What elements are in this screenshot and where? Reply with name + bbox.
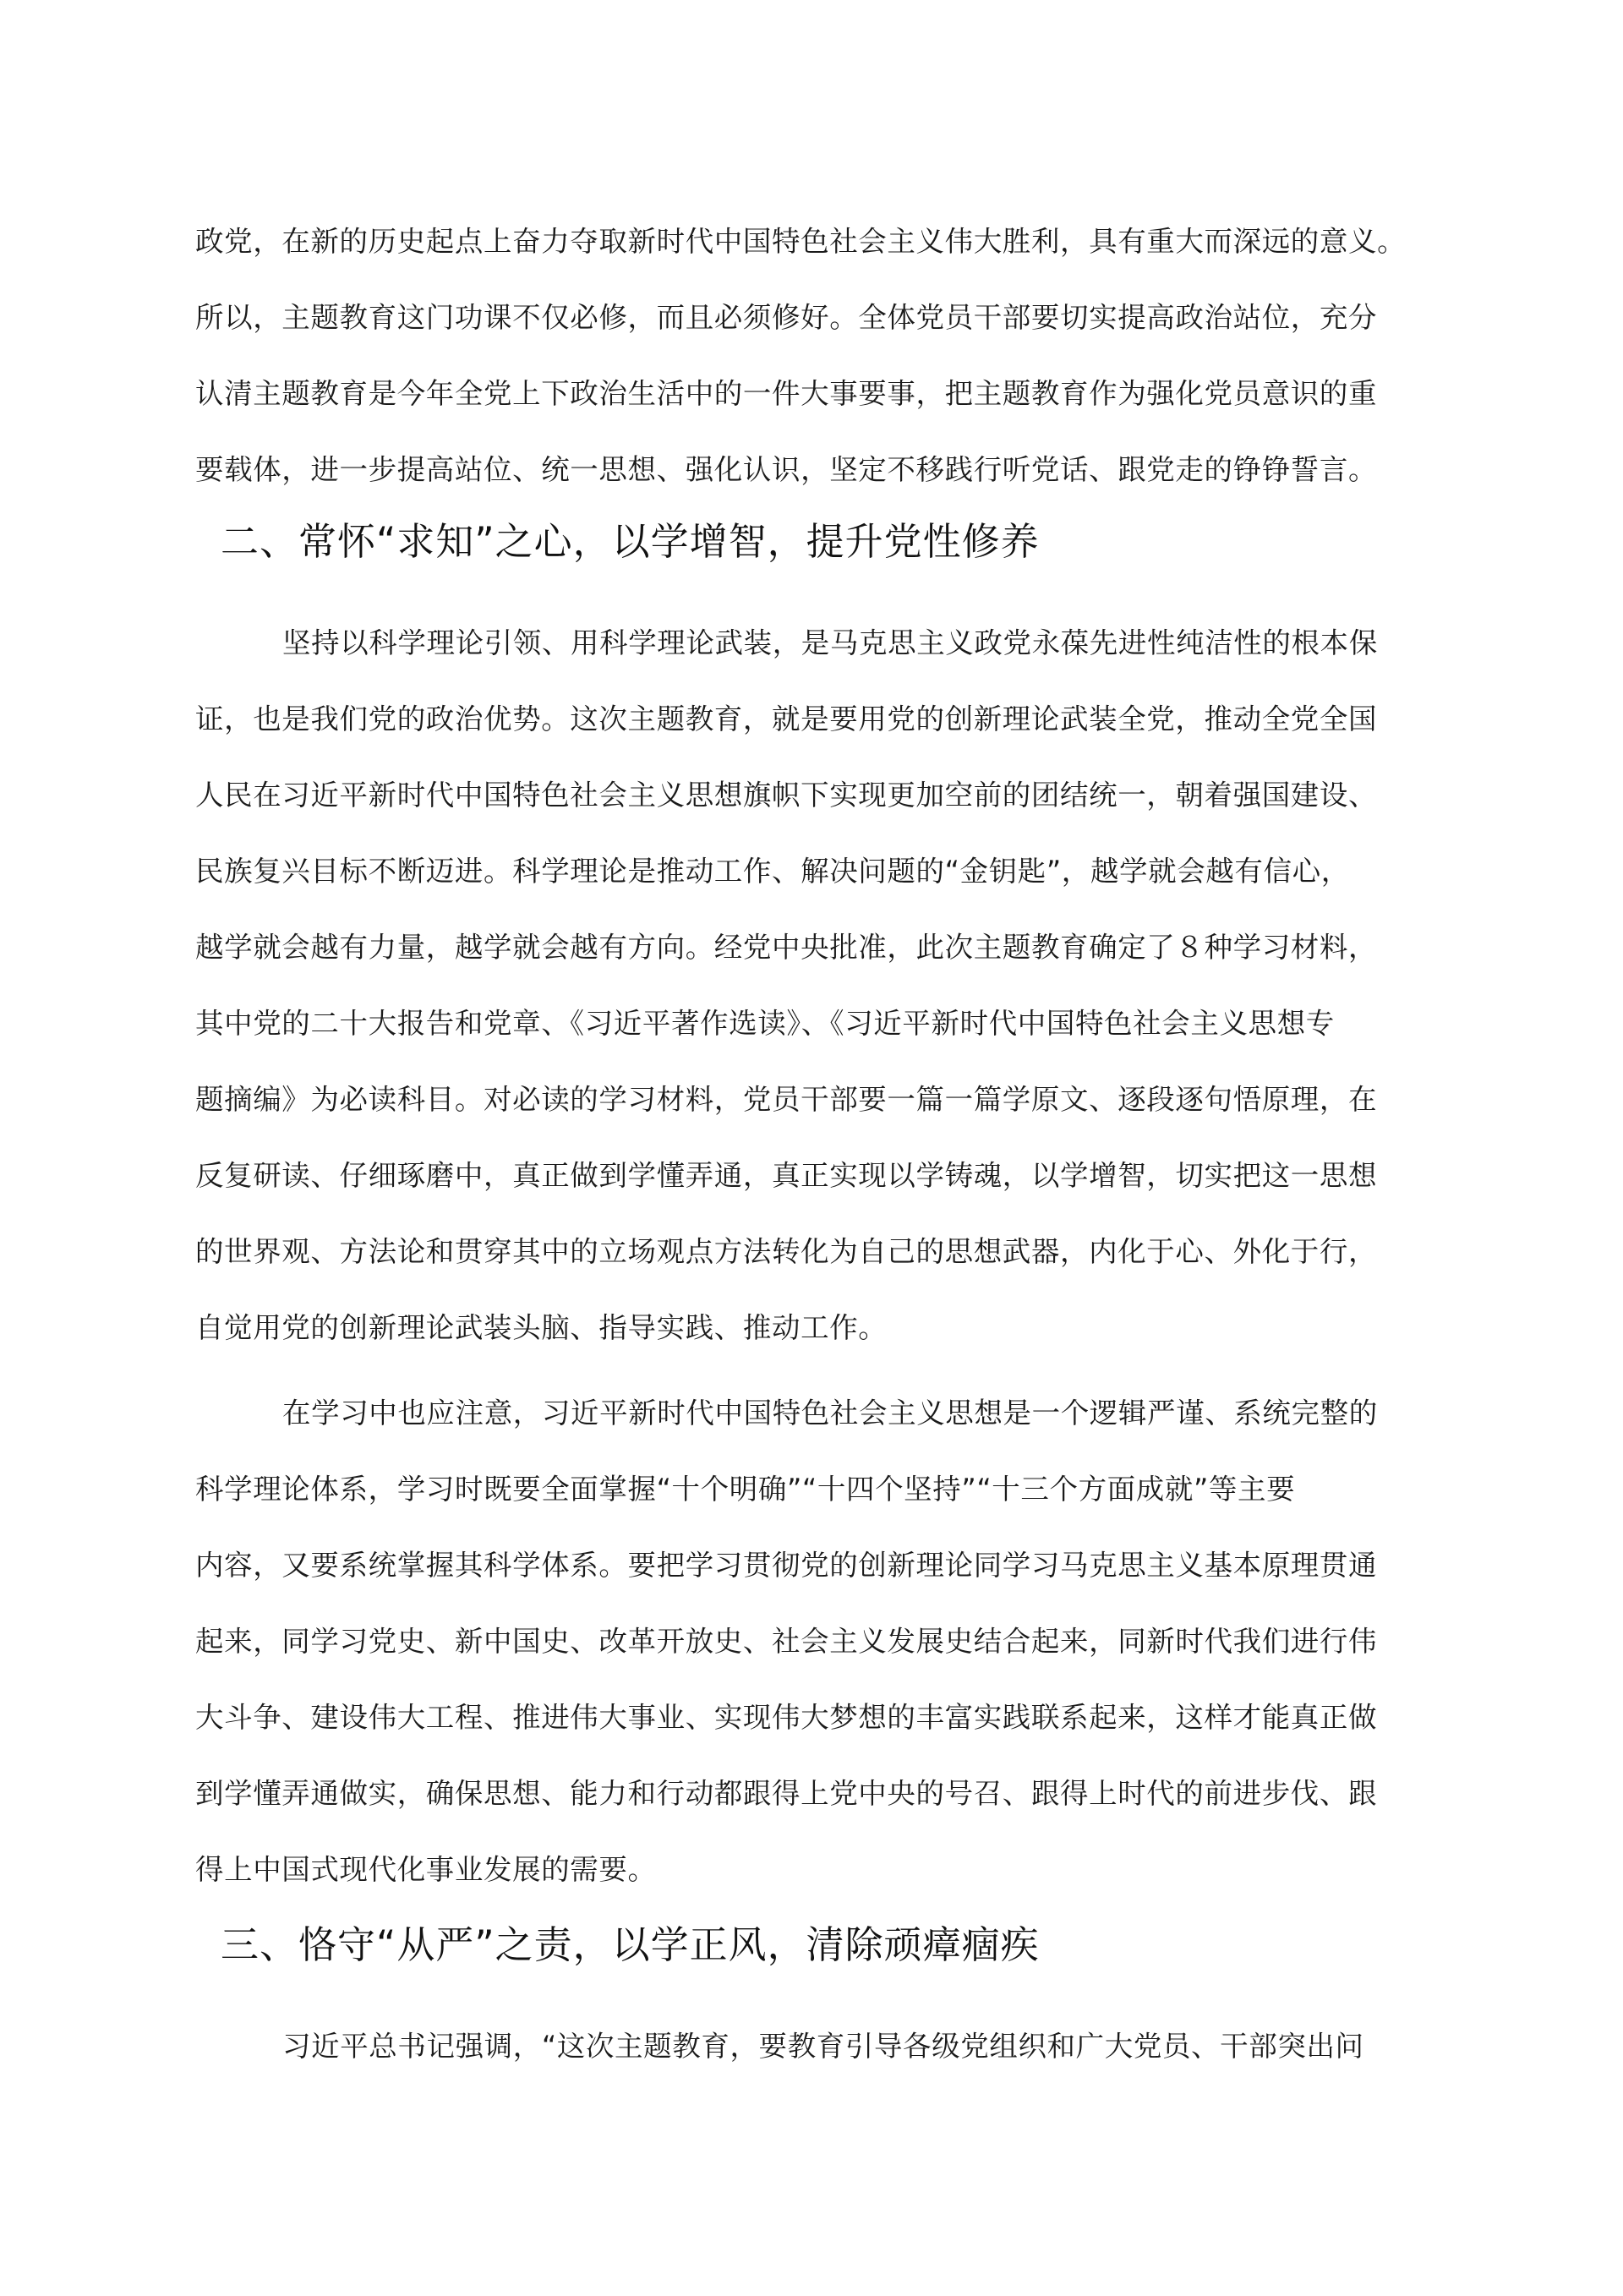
section-heading: 二、常怀“求知”之心，以学增智，提升党性修养 (221, 519, 1040, 564)
section-heading: 三、恪守“从严”之责，以学正风，清除顽瘴痼疾 (221, 1922, 1040, 1967)
paragraph-line: 反复研读、仔细琢磨中，真正做到学懂弄通，真正实现以学铸魂，以学增智，切实把这一思想 (195, 1159, 1378, 1192)
paragraph-line: 证，也是我们党的政治优势。这次主题教育，就是要用党的创新理论武装全党，推动全党全国 (195, 702, 1378, 735)
paragraph-line: 在学习中也应注意，习近平新时代中国特色社会主义思想是一个逻辑严谨、系统完整的 (282, 1397, 1378, 1430)
paragraph-line: 内容，又要系统掌握其科学体系。要把学习贯彻党的创新理论同学习马克思主义基本原理贯通 (195, 1549, 1378, 1582)
paragraph-line: 坚持以科学理论引领、用科学理论武装，是马克思主义政党永葆先进性纯洁性的根本保 (282, 626, 1378, 659)
paragraph-line: 越学就会越有力量，越学就会越有方向。经党中央批准，此次主题教育确定了８种学习材料， (195, 931, 1378, 964)
paragraph-line: 起来，同学习党史、新中国史、改革开放史、社会主义发展史结合起来，同新时代我们进行伟 (195, 1625, 1378, 1658)
paragraph-line: 认清主题教育是今年全党上下政治生活中的一件大事要事，把主题教育作为强化党员意识的重 (195, 377, 1378, 410)
paragraph-line: 的世界观、方法论和贯穿其中的立场观点方法转化为自己的思想武器，内化于心、外化于行， (195, 1235, 1378, 1268)
paragraph-line: 所以，主题教育这门功课不仅必修，而且必须修好。全体党员干部要切实提高政治站位，充分 (195, 301, 1378, 334)
paragraph-line: 其中党的二十大报告和党章、《习近平著作选读》、《习近平新时代中国特色社会主义思想专 (195, 1007, 1335, 1040)
paragraph-line: 政党，在新的历史起点上奋力夺取新时代中国特色社会主义伟大胜利，具有重大而深远的意义。 (195, 225, 1407, 258)
paragraph-line: 科学理论体系，学习时既要全面掌握“十个明确”“十四个坚持”“十三个方面成就”等主要 (195, 1473, 1296, 1506)
paragraph-line: 到学懂弄通做实，确保思想、能力和行动都跟得上党中央的号召、跟得上时代的前进步伐、跟 (195, 1777, 1378, 1810)
paragraph-line: 人民在习近平新时代中国特色社会主义思想旗帜下实现更加空前的团结统一，朝着强国建设、 (195, 779, 1378, 812)
paragraph-line: 得上中国式现代化事业发展的需要。 (195, 1853, 657, 1886)
paragraph-line: 大斗争、建设伟大工程、推进伟大事业、实现伟大梦想的丰富实践联系起来，这样才能真正做 (195, 1701, 1378, 1734)
paragraph-line: 题摘编》为必读科目。对必读的学习材料，党员干部要一篇一篇学原文、逐段逐句悟原理，在 (195, 1083, 1378, 1116)
paragraph-line: 自觉用党的创新理论武装头脑、指导实践、推动工作。 (195, 1311, 888, 1344)
paragraph-line: 民族复兴目标不断迈进。科学理论是推动工作、解决问题的“金钥匙”，越学就会越有信心， (195, 855, 1350, 888)
paragraph-line: 要载体，进一步提高站位、统一思想、强化认识，坚定不移践行听党话、跟党走的铮铮誓言。 (195, 453, 1378, 486)
paragraph-line: 习近平总书记强调，“这次主题教育，要教育引导各级党组织和广大党员、干部突出问 (282, 2030, 1364, 2063)
